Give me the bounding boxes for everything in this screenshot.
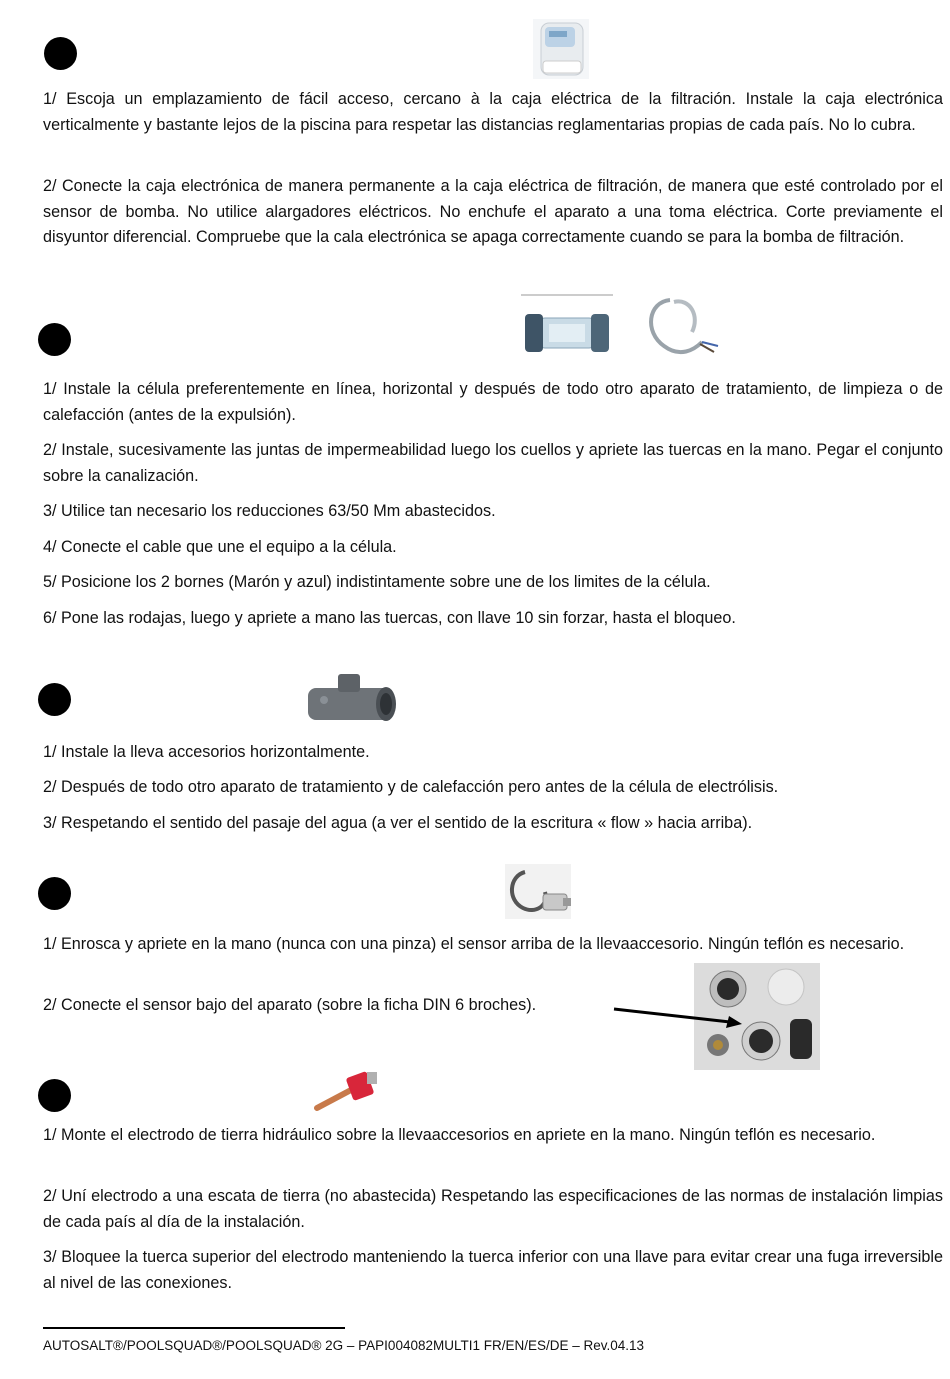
section-3-bullet xyxy=(38,683,71,716)
section-3-step-1: 1/ Instale la lleva accesorios horizontalmente. xyxy=(43,743,370,761)
section-5-step-3: 3/ Bloquee la tuerca superior del electrodo manteniendo la tuerca inferior con una llave para evitar crear una fuga irreversible al nivel de las conexiones. xyxy=(43,1248,943,1292)
section-3-step-3: 3/ Respetando el sentido del pasaje del agua (a ver el sentido de la escritura « flow » hacia arriba). xyxy=(43,814,753,832)
section-2-step-1: 1/ Instale la célula preferentemente en línea, horizontal y después de todo otro aparato de tratamiento, de limpieza o de calefacción (antes de la expulsión). xyxy=(43,380,943,424)
section-5-step-1: 1/ Monte el electrodo de tierra hidráulico sobre la llevaaccesorios en apriete en la mano. Ningún teflón es necesario. xyxy=(43,1126,876,1144)
section-4-step-2: 2/ Conecte el sensor bajo del aparato (sobre la ficha DIN 6 broches). xyxy=(43,996,537,1014)
connection-arrow xyxy=(612,1004,744,1028)
section-2-step-5: 5/ Posicione los 2 bornes (Marón y azul) indistintamente sobre une de los limites de la célula. xyxy=(43,573,711,591)
section-4-bullet xyxy=(38,877,71,910)
section-2-step-3: 3/ Utilice tan necesario los reducciones 63/50 Mm abastecidos. xyxy=(43,502,496,520)
electrolysis-cell-image xyxy=(521,294,613,366)
footer-divider xyxy=(43,1327,345,1329)
ground-electrode-image xyxy=(309,1068,383,1116)
section-3-step-2: 2/ Después de todo otro aparato de tratamiento y de calefacción pero antes de la célula de electrólisis. xyxy=(43,778,779,796)
section-2-step-2: 2/ Instale, sucesivamente las juntas de impermeabilidad luego los cuellos y apriete las tuercas en la mano. Pegar el conjunto sobre la canalización. xyxy=(43,441,943,485)
section-2-step-4: 4/ Conecte el cable que une el equipo a la célula. xyxy=(43,538,397,556)
section-5-bullet xyxy=(38,1079,71,1112)
electronic-box-image xyxy=(533,19,589,79)
section-1-bullet xyxy=(44,37,77,70)
sensor-probe-image xyxy=(505,864,571,919)
cell-cable-image xyxy=(640,292,722,368)
section-5-step-2: 2/ Uní electrodo a una escata de tierra (no abastecida) Respetando las especificaciones de las normas de instalación limpias de cada país al día de la instalación. xyxy=(43,1187,943,1231)
section-4-step-1: 1/ Enrosca y apriete en la mano (nunca con una pinza) el sensor arriba de la llevaaccesorio. Ningún teflón es necesario. xyxy=(43,935,905,953)
section-1-step-1: 1/ Escoja un emplazamiento de fácil acceso, cercano à la caja eléctrica de la filtración. Instale la caja electrónica verticalmente y bastante lejos de la piscina para respetar las distancias reglamentarias propias de cada país. No lo cubra. xyxy=(43,90,943,134)
accessory-holder-image xyxy=(304,670,398,732)
footer-text: AUTOSALT®/POOLSQUAD®/POOLSQUAD® 2G – PAPI004082MULTI1 FR/EN/ES/DE – Rev.04.13 xyxy=(43,1338,645,1353)
section-2-step-6: 6/ Pone las rodajas, luego y apriete a mano las tuercas, con llave 10 sin forzar, hasta el bloqueo. xyxy=(43,609,736,627)
section-1-step-2: 2/ Conecte la caja electrónica de manera permanente a la caja eléctrica de filtración, de manera que esté controlado por el sensor de bomba. No utilice alargadores eléctricos. No enchufe el aparato a una toma eléctrica. Corte previamente el disyuntor diferencial. Compruebe que la cala electrónica se apaga correctamente cuando se para la bomba de filtración. xyxy=(43,177,943,246)
section-2-bullet xyxy=(38,323,71,356)
